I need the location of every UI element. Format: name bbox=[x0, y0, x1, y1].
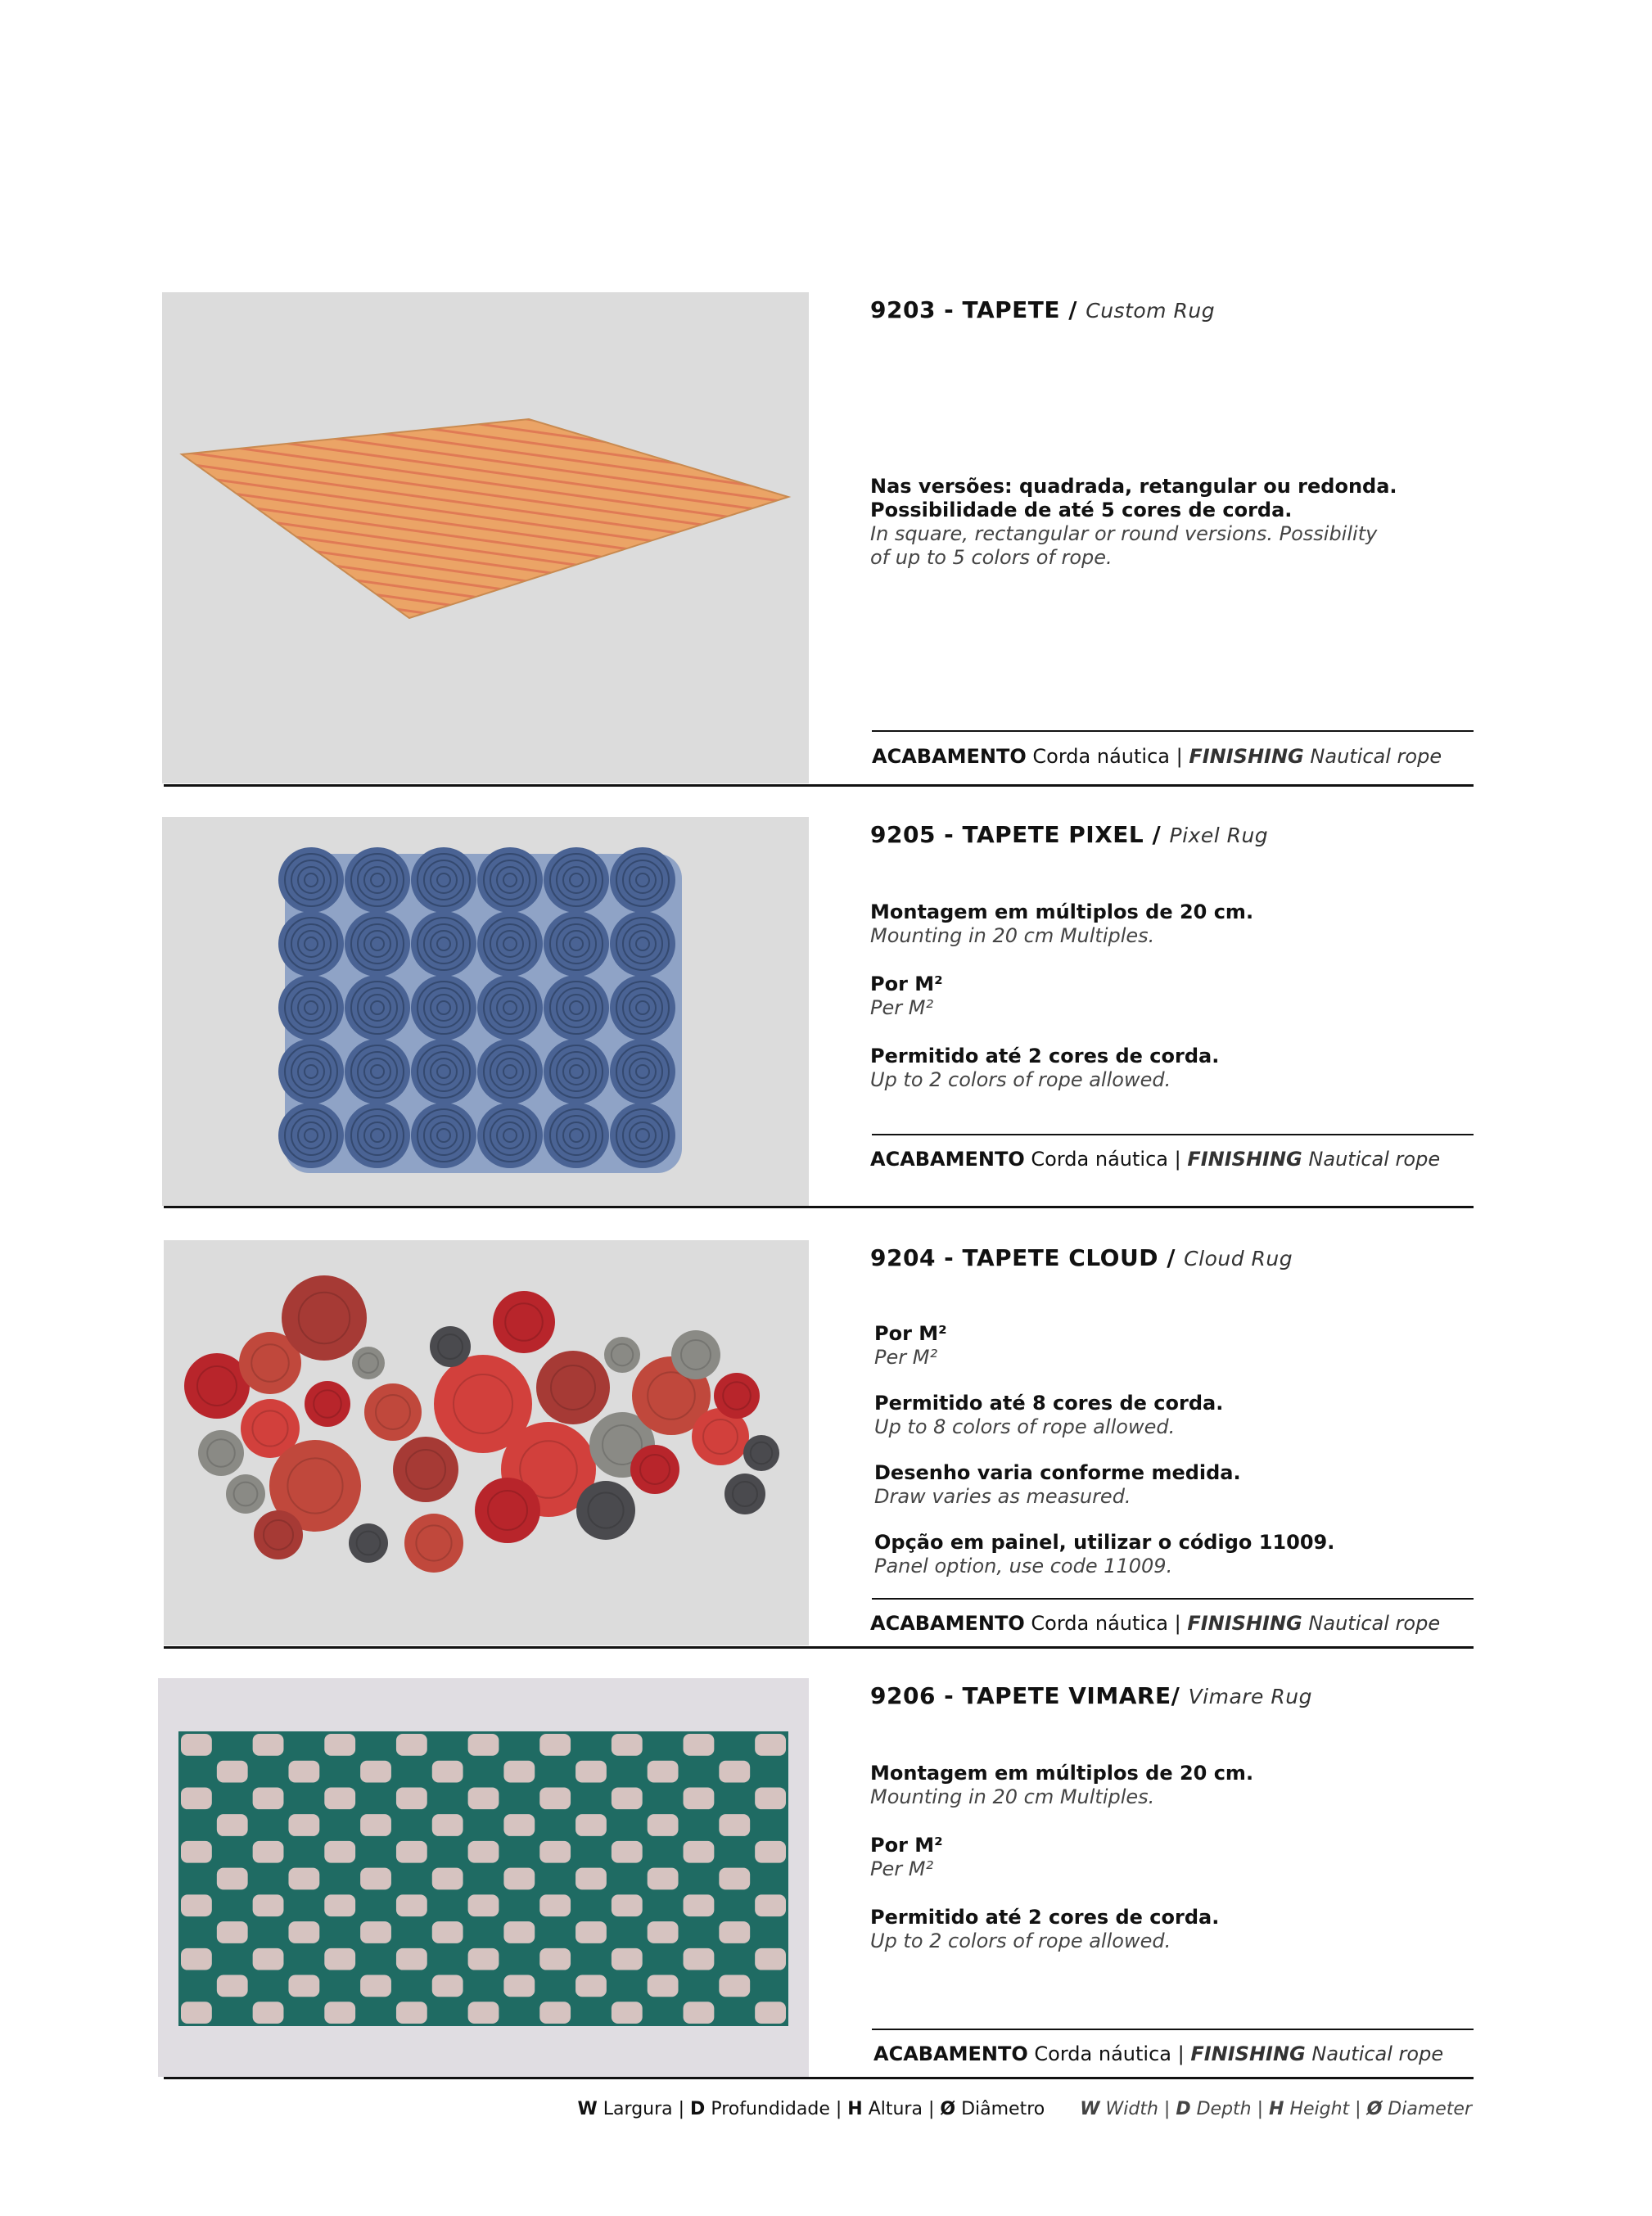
desc-line: Per M² bbox=[870, 996, 934, 1019]
finishing-line: ACABAMENTO Corda náutica | FINISHING Nautical rope bbox=[873, 2042, 1444, 2065]
desc-line: Permitido até 8 cores de corda. bbox=[874, 1392, 1224, 1415]
desc-line: Per M² bbox=[874, 1346, 938, 1369]
desc-line: Draw varies as measured. bbox=[874, 1485, 1131, 1508]
desc-line: Por M² bbox=[870, 973, 943, 995]
finishing-line: ACABAMENTO Corda náutica | FINISHING Nautical rope bbox=[870, 1612, 1441, 1635]
dimension-legend bbox=[578, 2099, 1472, 2119]
product-title: 9206 - TAPETE VIMARE/ Vimare Rug bbox=[870, 1682, 1312, 1709]
desc-line: Panel option, use code 11009. bbox=[874, 1555, 1173, 1577]
desc-line: Mounting in 20 cm Multiples. bbox=[870, 1785, 1155, 1808]
desc-line: Opção em painel, utilizar o código 11009. bbox=[874, 1531, 1335, 1554]
custom-rug-image bbox=[162, 292, 809, 783]
legend-pt: W Largura | D Profundidade | H Altura | Ø Diâmetro bbox=[577, 2099, 1045, 2119]
desc-line: Up to 8 colors of rope allowed. bbox=[874, 1415, 1176, 1438]
desc-line: Up to 2 colors of rope allowed. bbox=[870, 1068, 1171, 1091]
divider bbox=[872, 2029, 1474, 2030]
product-description bbox=[870, 1762, 1253, 1953]
section-divider bbox=[164, 2077, 1474, 2079]
desc-line: Permitido até 2 cores de corda. bbox=[870, 1906, 1220, 1929]
desc-line: Nas versões: quadrada, retangular ou redonda. bbox=[870, 475, 1397, 498]
desc-line: In square, rectangular or round versions. Possibility bbox=[870, 522, 1378, 545]
divider bbox=[872, 1134, 1474, 1135]
product-description bbox=[874, 1322, 1334, 1578]
desc-line: Per M² bbox=[870, 1857, 934, 1880]
divider bbox=[872, 1598, 1474, 1600]
desc-line: Montagem em múltiplos de 20 cm. bbox=[870, 1762, 1254, 1785]
desc-line: Permitido até 2 cores de corda. bbox=[870, 1045, 1220, 1067]
product-title: 9203 - TAPETE / Custom Rug bbox=[870, 296, 1216, 323]
desc-line: of up to 5 colors of rope. bbox=[870, 546, 1113, 569]
section-divider bbox=[164, 1206, 1474, 1208]
desc-line: Desenho varia conforme medida. bbox=[874, 1461, 1241, 1484]
vimare-rug-image bbox=[158, 1678, 809, 2077]
section-divider bbox=[164, 784, 1474, 787]
divider bbox=[872, 730, 1474, 732]
product-title: 9204 - TAPETE CLOUD / Cloud Rug bbox=[870, 1244, 1293, 1271]
section-divider bbox=[164, 1646, 1474, 1649]
desc-line: Possibilidade de até 5 cores de corda. bbox=[870, 499, 1293, 521]
desc-line: Montagem em múltiplos de 20 cm. bbox=[870, 900, 1254, 923]
desc-line: Por M² bbox=[874, 1322, 947, 1345]
desc-line: Por M² bbox=[870, 1834, 943, 1857]
pixel-rug-image bbox=[162, 817, 809, 1206]
product-title: 9205 - TAPETE PIXEL / Pixel Rug bbox=[870, 821, 1269, 848]
finishing-line: ACABAMENTO Corda náutica | FINISHING Nautical rope bbox=[872, 745, 1442, 768]
cloud-rug-image bbox=[164, 1240, 809, 1645]
product-description bbox=[870, 900, 1253, 1092]
desc-line: Mounting in 20 cm Multiples. bbox=[870, 924, 1155, 947]
finishing-line: ACABAMENTO Corda náutica | FINISHING Nautical rope bbox=[870, 1148, 1441, 1171]
product-description bbox=[870, 475, 1397, 570]
desc-line: Up to 2 colors of rope allowed. bbox=[870, 1929, 1171, 1952]
legend-en: W Width | D Depth | H Height | Ø Diameter bbox=[1080, 2099, 1472, 2119]
